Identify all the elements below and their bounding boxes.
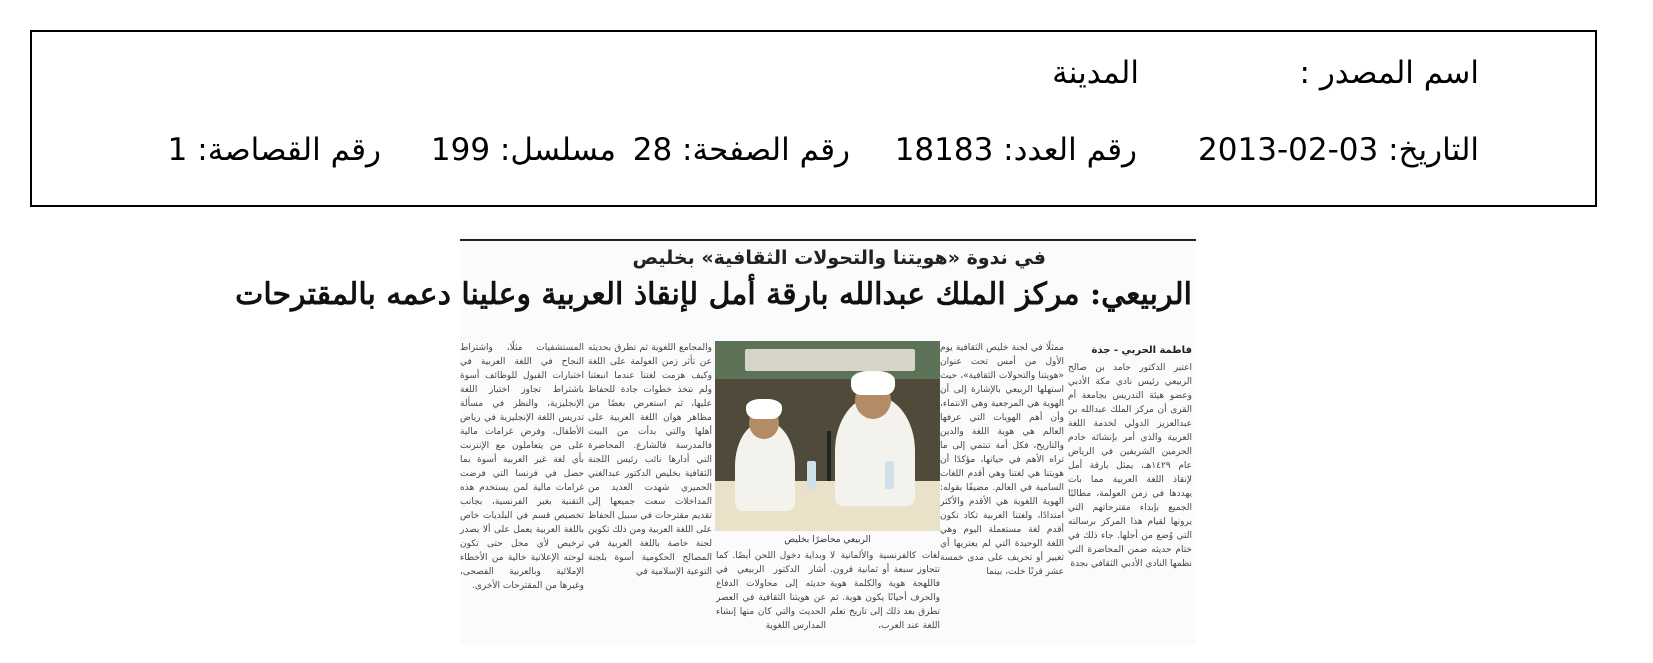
photo-caption: الربيعي محاضرًا بخليص	[784, 535, 871, 545]
top-rule	[460, 239, 1196, 241]
microphone-icon	[827, 431, 831, 481]
photo-banner-sign	[745, 349, 915, 371]
article-column-3: لغات كالفرنسية والألمانية لا تتجاوز سبعة أو ثمانية قرون. فاللهجة هوية والكلمة هوية والحرف أحيانًا يكون هوية. ثم تطرق بعد ذلك إلى تاريخ تعلم اللغة عند العرب،	[830, 551, 940, 631]
article-column-6: المستشفيات مثلًا، واشتراط النجاح في اللغة العربية في اختبارات القبول للوظائف أسوة باشتراط تجاوز اختبار اللغة الإنجليزية، والنظر في مسألة تدريس اللغة الإنجليزية في رياض الأطفال، وفرض غرامات مالية على من يتعاملون مع الإنترنت بأي لغة غير العربية أسوة بما حصل في فرنسا التي فرضت غرامات مالية لمن يستخدم هذه التقنية بغير الفرنسية، بجانب تخصيص قسم في البلديات خاص باللغة العربية يعمل على ألا يصدر ترخيص لأي محل حتى تكون لوحته الإعلانية خالية من الأخطاء الإملائية وبالعربية الفصحى، وغيرها من المقترحات الأخرى.	[460, 343, 584, 591]
article-column-2: ممثلًا في لجنة خليص الثقافية يوم الأول من أمس تحت عنوان «هويتنا والتحولات الثقافية»، حيث استهلها الربيعي بالإشارة إلى أن الهوية هي المرجعية وهي الانتماء، وأن أهم الهويات التي عرفها العالم هي هوية اللغة والدين والتاريخ، فكل أمة تنتمي إلى ما تراه الأهم في حياتها، مؤكدًا أن هويتنا هي لغتنا وهي أقدم اللغات السامية في العالم. مضيفًا بقوله: الهوية اللغوية هي الأقدم والأكثر امتدادًا، ولغتنا العربية تكاد تكون أقدم لغة مستعملة اليوم وهي اللغة الوحيدة التي لم يعتريها أي تغيير أو تحريف على مدى خمسة عشر قرنًا خلت، بينما	[940, 343, 1064, 577]
source-value: المدينة	[1052, 55, 1139, 91]
newspaper-clipping	[235, 233, 1196, 645]
article-column-5: والمجامع اللغوية ثم تطرق بحديثه عن تأثر زمن العولمة على اللغة وكيف هزمت لغتنا عندما انبعثنا ولم نتخذ خطوات جادة للحفاظ عليها، ثم استعرض بعضًا من مظاهر هوان اللغة العربية على أهلها والتي بدأت من البيت فالمدرسة فالشارع. المحاضرة التي أدارها نائب رئيس اللجنة الثقافية بخليص الدكتور عبدالغني الحميري شهدت العديد من المداخلات سعت جميعها إلى تقديم مقترحات في سبيل الحفاظ على اللغة العربية ومن ذلك تكوين لجنة خاصة باللغة العربية في المصالح الحكومية أسوة بلجنة التوعية الإسلامية في	[588, 343, 712, 577]
article-column-4: وبداية دخول اللحن أيضًا. كما أشار الدكتور الربيعي في حديثه إلى محاولات الدفاع عن هويتنا الثقافية في العصر الحديث والتي كان منها إنشاء المدارس اللغوية	[716, 551, 826, 631]
person-left-headdress	[746, 399, 782, 419]
article-column-1: اعتبر الدكتور حامد بن صالح الربيعي رئيس نادي مكة الأدبي وعضو هيئة التدريس بجامعة أم القرى أن مركز الملك عبدالله بن عبدالعزيز الدولي لخدمة اللغة العربية والذي أمر بإنشائه خادم الحرمين الشريفين في الرياض عام ١٤٢٩هـ، يمثل بارقة أمل لإنقاذ اللغة العربية مما بات يهددها في زمن العولمة، مطالبًا الجميع بإبداء مقترحاتهم التي يرونها لقيام هذا المركز برسالته التي وُضع من أجلها. جاء ذلك في ختام حديثه ضمن المحاضرة التي نظمها النادي الأدبي الثقافي بجدة	[1068, 363, 1193, 569]
article-photo	[715, 341, 940, 531]
water-bottle-icon	[885, 461, 894, 489]
person-right-headdress	[851, 371, 895, 395]
article-kicker: في ندوة «هويتنا والتحولات الثقافية» بخليص	[632, 247, 1046, 269]
water-bottle-icon	[807, 461, 816, 489]
source-info-box	[30, 30, 1597, 207]
serial-field: مسلسل: 199	[430, 132, 616, 168]
article-byline: فاطمة الحربي - جدة	[1091, 345, 1192, 356]
page-number-field: رقم الصفحة: 28	[632, 132, 850, 168]
date-field: التاريخ: 03-02-2013	[1198, 132, 1479, 168]
source-label: اسم المصدر :	[1299, 55, 1479, 91]
article-headline: الربيعي: مركز الملك عبدالله بارقة أمل لإنقاذ العربية وعلينا دعمه بالمقترحات	[235, 277, 1192, 312]
clip-number-field: رقم القصاصة: 1	[167, 132, 381, 168]
issue-number-field: رقم العدد: 18183	[894, 132, 1137, 168]
